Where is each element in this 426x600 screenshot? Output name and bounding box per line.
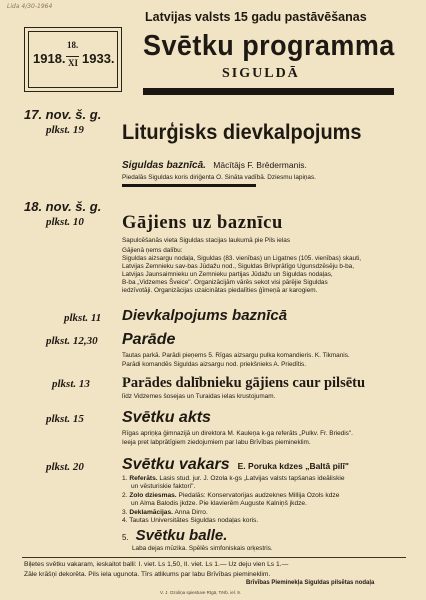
footer-divider [22,557,406,558]
day1-note: Piedalās Siguldas koris diriģenta O. Sināta vadībā. Dziesmu lapiņas. [122,174,316,181]
event-line: līdz Vidzemes šosejas un Turaidas ielas krustojumam. [122,393,276,400]
event-line: Ieeja pret labprātīgiem ziedojumiem par labu Brīvības piemineklim. [122,439,311,446]
year-end: 1933. [82,51,115,66]
evening-venue: E. Poruka kdzes „Baltā pilī" [237,461,349,471]
evening-title-line [122,456,349,474]
pre-title: Latvijas valsts 15 gadu pastāvēšanas [145,10,367,24]
day1-title: Liturģisks dievkalpojums [122,121,362,144]
event-time: plkst. 13 [52,378,90,390]
day1-pastor: Mācītājs F. Brēdermanis. [213,160,307,170]
event-time: plkst. 20 [46,461,84,473]
event-time: plkst. 15 [46,413,84,425]
event-line: Parādi komandēs Siguldas aizsargu nod. priekšnieks A. Priedītis. [122,361,307,368]
event-title: Svētku akts [122,409,211,426]
event-title: Gājiens uz baznīcu [122,213,283,233]
archive-note: Lida 4/30-1964 [7,3,53,10]
event-line: Latvijas Jaunsaimnieku un Zemnieku partijas Jūdažu un Siguldas nodaļas, [122,271,333,278]
tickets-line-2: Zāle krāšņi dekorēta. Pils iela ugunota. Tīrs atlikums par labu Brīvības piemineklim. [24,571,271,578]
badge-month: XI [68,58,79,68]
day1-date: 17. nov. š. g. [24,107,102,122]
ball-note: Laba dejas mūzika. Spēlēs simfoniskais orķestris. [132,545,273,552]
location-title: SIGULDĀ [222,66,300,81]
list-item: 3. Deklamācijas. Anna Dirro. [122,508,208,516]
ball-line [122,527,227,545]
list-item: 1. Referāts. Lasis stud. jur. J. Ozola k-gs „Latvijas valsts tapšanas ideāliskie [122,475,345,482]
date-badge [24,27,122,92]
header-rule [143,88,394,95]
event-line: Sapulcēšanās vieta Siguldas stacijas laukumā pie Pils ielas [122,237,291,244]
list-item: 4. Tautas Universitātes Siguldas nodaļas koris. [122,517,259,525]
event-line: Rīgas apriņķa ģimnazijā un direktora M. Kauleņa k-ga referāts „Pulkv. Fr. Briedis". [122,430,353,437]
year-start: 1918. [33,51,66,66]
day1-time: plkst. 19 [46,124,84,136]
ball-number: 5. [122,533,129,542]
event-line: Siguldas aizsargu nodaļa, Siguldas (83. vienības) un Ligatnes (105. vienības) skauti, [122,255,362,262]
list-item: 2. Zolo dziesmas. Piedalās: Konservatorijas audzeknes Millija Ozols kdze [122,491,340,499]
list-item: un vēsturiskie faktori". [131,483,196,491]
day1-rule [122,184,256,187]
event-line: Gājienā ņems dalību: [122,247,183,254]
day1-venue: Siguldas baznīcā. [122,160,206,171]
event-line: Latvijas Zemnieku sav-bas Jūdažu nod., Siguldas Brīvprātīgo Ugunsdzēsēju b-ba, [122,263,354,270]
event-title: Dievkalpojums baznīcā [122,307,288,324]
day2-date: 18. nov. š. g. [24,199,102,214]
organizer-signature: Brīvības Pieminekļa Siguldas pilsētas nodaļa [246,580,375,586]
ball-title: Svētku balle. [135,527,228,544]
day1-venue-line [122,160,307,171]
printer-imprint: V. J. Ozoliņa spiestuve Rīgā, Tērb. iel. 9. [160,590,242,595]
event-title: Svētku vakars [122,456,230,473]
event-line: Tautas parkā. Parādi pieņems 5. Rīgas aizsargu pulka komandieris. K. Tikmanis. [122,352,350,359]
evening-items [122,475,345,525]
list-item: un Alma Balodis jkdze. Pie klavierēm Auguste Kalniņš jkdze. [131,500,307,508]
badge-fraction-line [66,56,79,57]
event-line: B-ba „Vidzemes Šveice". Organizācijām vārēs sekot visi pārējie Siguldas [122,279,328,286]
event-time: plkst. 12,30 [46,335,98,347]
event-title: Parādes dalībnieku gājiens caur pilsētu [122,375,366,391]
event-time: plkst. 11 [64,312,102,324]
badge-day: 18. [67,40,79,50]
event-time: plkst. 10 [46,216,84,228]
main-title: Svētku programma [143,30,395,62]
tickets-line-1: Biļetes svētku vakaram, ieskaitot balli: I. viet. Ls 1,50, II. viet. Ls 1.— Uz deju vien Ls 1.— [24,561,289,568]
event-line: iedzīvotāji. Organizācijas uzaicinātas piedalīties ģīmeņā ar karogiem. [122,287,318,294]
event-title: Parāde [122,331,176,348]
